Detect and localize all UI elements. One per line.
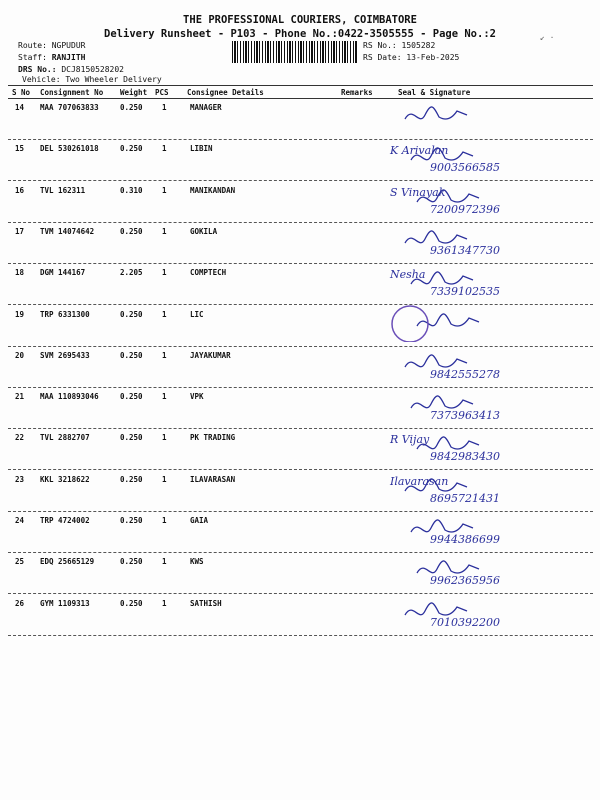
row-weight: 0.250 — [120, 433, 143, 443]
row-sno: 25 — [15, 557, 25, 567]
route-field — [18, 41, 85, 50]
staff-value: RANJITH — [51, 53, 86, 62]
row-pcs: 1 — [162, 474, 167, 484]
row-sno: 19 — [15, 309, 25, 319]
signature-scrawl — [380, 427, 595, 465]
signature-scrawl — [380, 138, 595, 176]
signature-phone: 9361347730 — [430, 243, 500, 257]
row-consignee: MANIKANDAN — [190, 185, 236, 195]
signature-phone: 7010392200 — [430, 615, 500, 629]
rs-date-field — [363, 53, 459, 62]
signature-scrawl — [380, 551, 595, 589]
vehicle-field — [22, 75, 162, 84]
staff-field — [18, 53, 85, 62]
row-pcs: 1 — [162, 268, 167, 278]
row-weight: 0.310 — [120, 185, 143, 195]
rs-no-field — [363, 41, 435, 50]
row-weight: 0.250 — [120, 516, 143, 525]
row-sno: 14 — [15, 103, 25, 112]
row-consignee: LIC — [190, 309, 204, 319]
signature-scrawl — [380, 345, 595, 383]
col-header-consignee: Consignee Details — [187, 88, 264, 97]
row-consignee: ILAVARASAN — [190, 474, 236, 484]
barcode — [232, 41, 358, 63]
row-consignee: SATHISH — [190, 598, 222, 608]
row-pcs: 1 — [162, 598, 167, 608]
row-separator — [8, 635, 593, 636]
row-weight: 0.250 — [120, 144, 143, 154]
signature-scrawl — [380, 180, 595, 218]
signature-name: S Vinayak — [390, 185, 446, 199]
col-header-remarks: Remarks — [341, 88, 373, 97]
row-weight: 0.250 — [120, 392, 143, 402]
row-consignee: KWS — [190, 557, 204, 567]
col-header-pcs: PCS — [155, 88, 169, 97]
row-weight: 0.250 — [120, 557, 143, 567]
row-sno: 24 — [15, 516, 25, 525]
row-weight: 0.250 — [120, 598, 143, 608]
signature-phone: 9003566585 — [430, 161, 500, 175]
row-sno: 26 — [15, 598, 25, 608]
row-consignment-no: TVM 14074642 — [40, 226, 95, 236]
rs-no-value: 1505282 — [401, 41, 436, 50]
row-weight: 0.250 — [120, 309, 143, 319]
col-header-sno: S No — [12, 88, 31, 97]
col-header-consignment: Consignment No — [40, 88, 104, 97]
row-weight: 2.205 — [120, 268, 143, 278]
signature-scrawl — [380, 593, 595, 631]
route-value: NGPUDUR — [51, 41, 86, 50]
row-consignment-no: GYM 1109313 — [40, 598, 90, 608]
row-consignment-no: TVL 162311 — [40, 185, 86, 195]
row-weight: 0.250 — [120, 226, 143, 236]
row-consignee: LIBIN — [190, 144, 213, 154]
signature-phone: 9842983430 — [430, 450, 500, 464]
vehicle-value: Two Wheeler Delivery — [65, 75, 162, 84]
col-header-weight: Weight — [120, 88, 148, 97]
signature-scrawl — [380, 97, 595, 135]
row-consignee: JAYAKUMAR — [190, 350, 231, 360]
row-pcs: 1 — [162, 350, 167, 360]
signature-name: Nesha — [390, 268, 426, 282]
signature-name: K Arivalan — [390, 144, 449, 158]
drs-value: DCJ8150528202 — [61, 65, 124, 74]
row-consignment-no: MAA 110893046 — [40, 392, 99, 402]
row-weight: 0.250 — [120, 474, 143, 484]
row-pcs: 1 — [162, 309, 167, 319]
row-weight: 0.250 — [120, 350, 143, 360]
row-pcs: 1 — [162, 144, 167, 154]
drs-field — [18, 65, 124, 74]
row-sno: 23 — [15, 474, 25, 484]
route-label: Route: — [18, 41, 47, 50]
row-consignee: GAIA — [190, 516, 209, 525]
signature-scrawl — [380, 221, 595, 259]
company-title: THE PROFESSIONAL COURIERS, COIMBATORE — [183, 14, 417, 26]
signature-phone: 7339102535 — [430, 285, 500, 299]
row-pcs: 1 — [162, 103, 167, 112]
row-sno: 15 — [15, 144, 25, 154]
company-seal-stamp — [392, 306, 428, 342]
row-sno: 21 — [15, 392, 25, 402]
signature-scrawl — [380, 304, 595, 342]
row-consignee: VPK — [190, 392, 204, 402]
row-consignment-no: KKL 3218622 — [40, 474, 90, 484]
rs-no-label: RS No.: — [363, 41, 397, 50]
row-sno: 20 — [15, 350, 25, 360]
row-consignment-no: SVM 2695433 — [40, 350, 90, 360]
row-consignment-no: TRP 6331300 — [40, 309, 90, 319]
row-pcs: 1 — [162, 516, 167, 525]
signature-name: R Vijay — [390, 433, 430, 447]
signature-phone: 9842555278 — [430, 367, 500, 381]
row-consignment-no: TVL 2882707 — [40, 433, 90, 443]
row-sno: 16 — [15, 185, 25, 195]
row-pcs: 1 — [162, 557, 167, 567]
col-header-seal-signature: Seal & Signature — [398, 88, 471, 97]
rs-date-label: RS Date: — [363, 53, 402, 62]
row-consignment-no: DEL 530261018 — [40, 144, 99, 154]
row-consignment-no: MAA 707063833 — [40, 103, 99, 112]
row-consignment-no: TRP 4724002 — [40, 516, 90, 525]
row-pcs: 1 — [162, 392, 167, 402]
signature-scrawl — [380, 469, 595, 507]
row-weight: 0.250 — [120, 103, 143, 112]
row-pcs: 1 — [162, 185, 167, 195]
runsheet-title: Delivery Runsheet - P103 - Phone No.:0422-3505555 - Page No.:2 — [104, 28, 496, 40]
signature-scrawl — [380, 386, 595, 424]
signature-phone: 9962365956 — [430, 574, 500, 588]
row-consignee: PK TRADING — [190, 433, 236, 443]
row-sno: 22 — [15, 433, 25, 443]
corner-mark: ↙ · — [540, 33, 555, 42]
signature-name: Ilavarasan — [390, 474, 449, 488]
signature-scrawl — [380, 510, 595, 548]
header-top-rule — [8, 85, 593, 86]
row-consignment-no: EDQ 25665129 — [40, 557, 95, 567]
row-sno: 18 — [15, 268, 25, 278]
staff-label: Staff: — [18, 53, 47, 62]
row-consignee: MANAGER — [190, 103, 222, 112]
signature-phone: 9944386699 — [430, 533, 500, 546]
row-consignee: COMPTECH — [190, 268, 227, 278]
row-sno: 17 — [15, 226, 25, 236]
row-pcs: 1 — [162, 226, 167, 236]
row-consignment-no: DGM 144167 — [40, 268, 86, 278]
drs-label: DRS No.: — [18, 65, 57, 74]
signature-phone: 8695721431 — [430, 491, 500, 505]
signature-scrawl — [380, 262, 595, 300]
signature-phone: 7373963413 — [430, 409, 500, 423]
vehicle-label: Vehicle: — [22, 75, 61, 84]
rs-date-value: 13-Feb-2025 — [406, 53, 460, 62]
signature-phone: 7200972396 — [430, 202, 500, 216]
row-pcs: 1 — [162, 433, 167, 443]
row-consignee: GOKILA — [190, 226, 218, 236]
